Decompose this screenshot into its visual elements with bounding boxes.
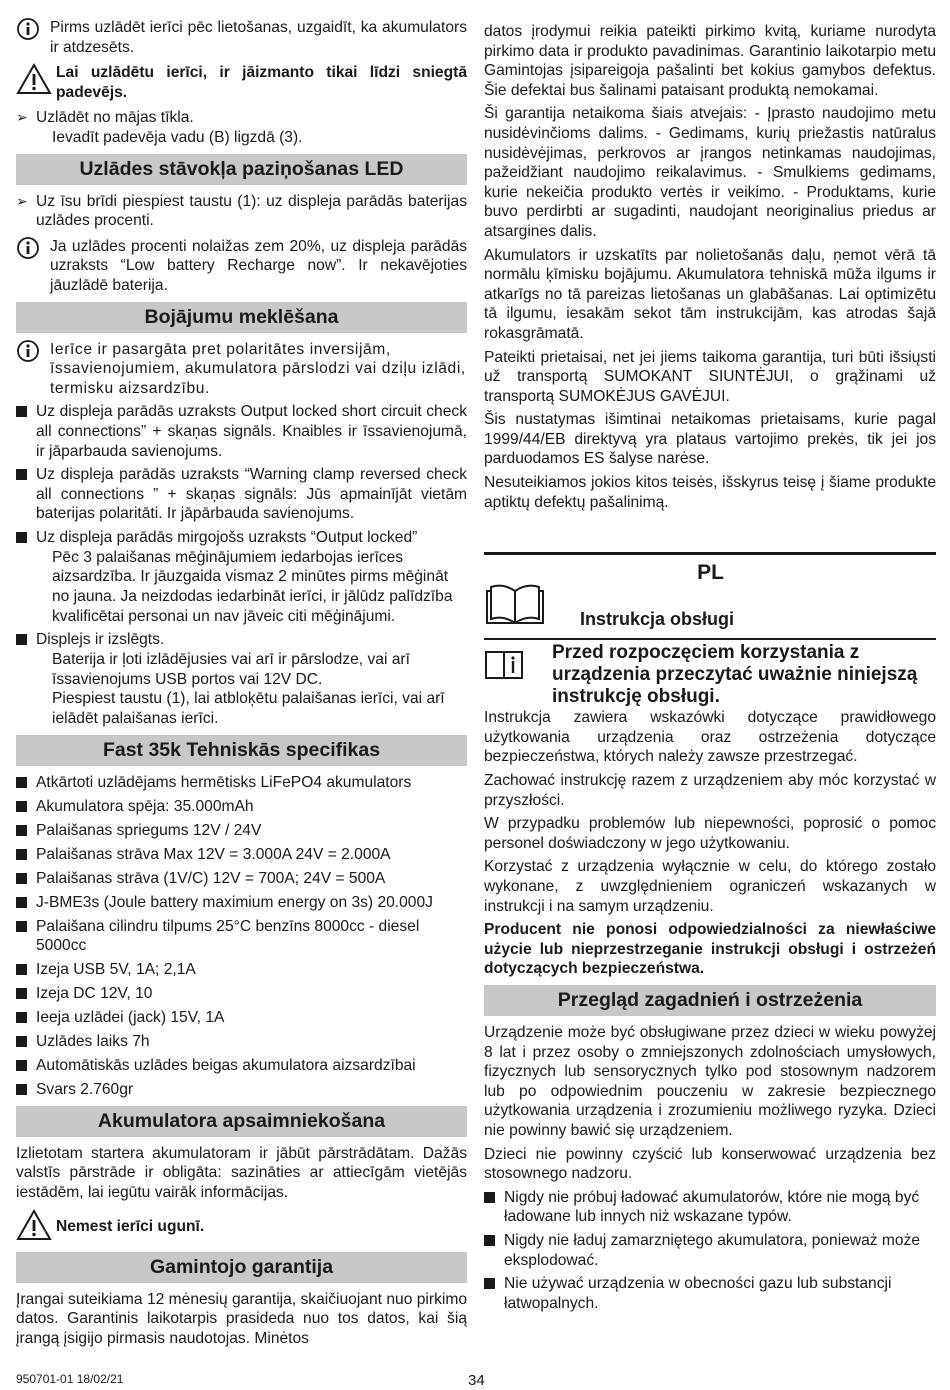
fault-item-body: Pēc 3 palaišanas mēģinājumiem iedarbojas ierīces aizsardzība. Ir jāuzgaida vismaz 2 minūtes pirms mēģināt no jauna. Ja neizdodas iedarbināt ierīci, ir jālūdz palīdzība kvalificētai personai un nav jāveic citi mēģinājumi. bbox=[52, 548, 453, 625]
pl-section bbox=[484, 552, 936, 1313]
charge-step-sub: Ievadīt padevēja vadu (B) ligzdā (3). bbox=[52, 128, 303, 146]
warning-fire-text: Nemest ierīci ugunī. bbox=[56, 1218, 205, 1236]
read-notice-text: Przed rozpoczęciem korzystania z urządzenia przeczytać uważnie niniejszą instrukcję obsługi. bbox=[552, 642, 918, 708]
square-bullet-icon bbox=[16, 630, 36, 650]
spec-item-text: Atkārtoti uzlādējams hermētisks LiFePO4 akumulators bbox=[36, 773, 412, 791]
spec-item bbox=[16, 1008, 467, 1028]
square-bullet-icon bbox=[16, 869, 36, 889]
square-bullet-icon bbox=[16, 845, 36, 865]
square-bullet-icon bbox=[16, 1008, 36, 1028]
charge-step-text: Uzlādēt no mājas tīkla. bbox=[36, 109, 194, 127]
square-bullet-icon bbox=[16, 893, 36, 913]
warranty-paragraph: Šis nustatymas išimtinai netaikomas prietaisams, kurie pagal 1999/44/EB direktyvą yra plataus vartojimo prekės, tik jei jos parduodamos ES šalyse narėse. bbox=[484, 411, 936, 468]
spec-item-text: Palaišanas strāva Max 12V = 3.000A 24V = 2.000A bbox=[36, 845, 391, 863]
square-bullet-icon bbox=[484, 1188, 504, 1208]
square-bullet-icon bbox=[16, 1032, 36, 1052]
spec-item bbox=[16, 917, 467, 956]
square-bullet-icon bbox=[16, 1056, 36, 1076]
led-step bbox=[16, 192, 467, 231]
heading-specifications: Fast 35k Tehniskās specifikas bbox=[16, 735, 467, 766]
info-note-protection bbox=[16, 340, 467, 399]
read-notice bbox=[484, 638, 936, 708]
square-bullet-icon bbox=[16, 773, 36, 793]
spec-item bbox=[16, 797, 467, 817]
led-step-text: Uz īsu brīdi piespiest taustu (1): uz displeja parādās baterijas uzlādes procenti. bbox=[36, 192, 467, 230]
square-bullet-icon bbox=[16, 402, 36, 422]
pl-paragraph: W przypadku problemów lub niepewności, poprosić o pomoc personel doświadczony w jego użytkowaniu. bbox=[484, 815, 936, 852]
fault-item-text: Uz displeja parādās uzraksts Output locked short circuit check all connections” + skaņas signāls. Knaibles ir īssavienojumā, ir jāparbauda savienojums. bbox=[36, 403, 467, 460]
spec-item-text: Palaišanas strāva (1V/C) 12V = 700A; 24V = 500A bbox=[36, 869, 386, 887]
info-icon bbox=[16, 18, 50, 47]
arrow-bullet-icon: ➢ bbox=[16, 192, 28, 209]
left-column bbox=[16, 18, 467, 1348]
info-note-low-battery bbox=[16, 237, 467, 296]
pl-paragraph: Urządzenie może być obsługiwane przez dzieci w wieku powyżej 8 lat i przez osoby o zmniejszonych zdolnościach umysłowych, fizycznych lub sensorycznych tylko pod stosownym nadzorem lub po odpowiednim pouczeniu w zakresie bezpiecznego użytkowania urządzenia i zrozumieniu możliwego ryzyka. Dzieci nie powinny bawić się urządzeniem. bbox=[484, 1023, 936, 1139]
manual-title-row bbox=[484, 583, 936, 632]
square-bullet-icon bbox=[16, 465, 36, 485]
pl-paragraph: Dzieci nie powinny czyścić lub konserwować urządzenia bez stosownego nadzoru. bbox=[484, 1145, 936, 1183]
warranty-paragraph: Ši garantija netaikoma šiais atvejais: - Įprasto naudojimo metu nusidėvinčioms dalims. - Gedimams, kurių priežastis natūralus nusidėvėjimas, perkrovos ar įrangos netinkamas naudojimas, pažeidžiant naudojimo reikalavimus. - Smulkiems gedimams, kurie nekeičia produkto vertės ir veikimo. - Produktams, kurie buvo perdirbti ar sugadinti, naudojant neoriginalius priedus ar atsargines dalis. bbox=[484, 105, 936, 240]
spec-item-text: Palaišanas spriegums 12V / 24V bbox=[36, 821, 262, 839]
square-bullet-icon bbox=[16, 1080, 36, 1100]
spec-item bbox=[16, 845, 467, 865]
warranty-paragraph: Akumulators ir uzskatīts par nolietošanās daļu, ņemot vērā tā normālu ķīmisku bojājumu. Akumulatora tehniskā mūža ilgums ir atkarīgs no tā pareizas lietošanas un glabāšanas. Lai optimizētu tā ilgumu, iesakām sekot tām instrukcijām, kas atrodas šajā rokasgrāmatā. bbox=[484, 246, 936, 342]
pl-bullet-item-text: Nigdy nie próbuj ładować akumulatorów, które nie mogą być ładowane lub innych niż wskazane typów. bbox=[504, 1188, 920, 1226]
spec-item-text: Akumulatora spēja: 35.000mAh bbox=[36, 797, 254, 815]
heading-battery-disposal: Akumulatora apsaimniekošana bbox=[16, 1106, 467, 1137]
warning-icon bbox=[16, 1209, 56, 1246]
charge-step bbox=[16, 108, 467, 128]
info-low-battery-text: Ja uzlādes procenti nolaižas zem 20%, uz displeja parādās uzraksts “Low battery Recharge now”. Ir nekavējoties jāuzlādē baterija. bbox=[50, 237, 467, 294]
square-bullet-icon bbox=[16, 960, 36, 980]
warning-icon bbox=[16, 63, 56, 100]
warning-fire bbox=[16, 1209, 467, 1246]
heading-led: Uzlādes stāvokļa paziņošanas LED bbox=[16, 154, 467, 185]
fault-item-text: Displejs ir izslēgts. bbox=[36, 631, 165, 649]
fault-item-text: Uz displeja parādās mirgojošs uzraksts “Output locked” bbox=[36, 528, 418, 546]
fault-item bbox=[16, 630, 467, 650]
fault-item bbox=[16, 402, 467, 461]
square-bullet-icon bbox=[484, 1231, 504, 1251]
spec-item bbox=[16, 869, 467, 889]
manual-book-icon bbox=[484, 583, 580, 632]
info-note-cooldown bbox=[16, 18, 467, 57]
fault-item bbox=[16, 465, 467, 524]
heading-overview: Przegląd zagadnień i ostrzeżenia bbox=[484, 985, 936, 1016]
pl-bullet-item-text: Nigdy nie ładuj zamarzniętego akumulatora, ponieważ może eksplodować. bbox=[504, 1231, 921, 1269]
info-icon bbox=[16, 340, 50, 369]
pl-bullet-item bbox=[484, 1274, 936, 1313]
pl-paragraph: Instrukcja zawiera wskazówki dotyczące prawidłowego użytkowania urządzenia oraz ostrzeżenia dotyczące bezpieczeństwa, których należy zawsze przestrzegać. bbox=[484, 709, 936, 766]
pl-bullet-list bbox=[484, 1188, 936, 1314]
spec-item-text: Palaišana cilindru tilpums 25°C benzīns 8000cc - diesel 5000cc bbox=[36, 917, 420, 955]
right-column bbox=[484, 22, 936, 1317]
pl-bullet-item bbox=[484, 1231, 936, 1270]
spec-item-text: J-BME3s (Joule battery maximium energy on 3s) 20.000J bbox=[36, 893, 433, 911]
spec-item-text: Uzlādes laiks 7h bbox=[36, 1032, 150, 1050]
fault-item-body: Piespiest taustu (1), lai atbloķētu palaišanas ierīci, vai arī ielādēt palaišanas ierīci. bbox=[52, 690, 445, 728]
square-bullet-icon bbox=[484, 1274, 504, 1294]
square-bullet-icon bbox=[16, 984, 36, 1004]
warning-charger-text: Lai uzlādētu ierīci, ir jāizmanto tikai līdzi sniegtā padevējs. bbox=[56, 64, 467, 101]
spec-item-text: Svars 2.760gr bbox=[36, 1080, 134, 1098]
heading-troubleshooting: Bojājumu meklēšana bbox=[16, 302, 467, 333]
spec-item bbox=[16, 821, 467, 841]
language-code: PL bbox=[697, 561, 724, 585]
spec-item-text: Automātiskās uzlādes beigas akumulatora aizsardzībai bbox=[36, 1056, 416, 1074]
square-bullet-icon bbox=[16, 797, 36, 817]
spec-list bbox=[16, 773, 467, 1100]
square-bullet-icon bbox=[16, 917, 36, 937]
square-bullet-icon bbox=[16, 821, 36, 841]
manual-title: Instrukcja obsługi bbox=[580, 609, 735, 630]
spec-item bbox=[16, 893, 467, 913]
read-manual-icon bbox=[484, 642, 552, 685]
fault-item-body: Baterija ir ļoti izlādējusies vai arī ir pārslodze, vai arī īssavienojums USB portos vai 12V DC. bbox=[52, 651, 410, 688]
pl-bullet-item bbox=[484, 1188, 936, 1227]
warranty-paragraph: Pateikti prietaisai, net jei jiems taikoma garantija, turi būti išsiųsti už transportą SUMOKANT SIUNTĖJUI, o grąžinami už transportą SUMOKĖJUS GAVĖJUI. bbox=[484, 348, 936, 405]
spec-item bbox=[16, 1080, 467, 1100]
document-code: 950701-01 18/02/21 bbox=[16, 1372, 124, 1386]
battery-disposal-text: Izlietotam startera akumulatoram ir jābūt pārstrādātam. Dažās valstīs pārstrāde ir obligāta: sazināties ar attiecīgām vietējās iestādēm, lai iegūtu vairāk informācijas. bbox=[16, 1144, 467, 1201]
warning-charger bbox=[16, 63, 467, 102]
info-icon bbox=[16, 237, 50, 266]
spec-item bbox=[16, 1056, 467, 1076]
spec-item bbox=[16, 1032, 467, 1052]
pl-bullet-item-text: Nie używać urządzenia w obecności gazu lub substancji łatwopalnych. bbox=[504, 1275, 892, 1312]
pl-paragraph: Zachować instrukcję razem z urządzeniem aby móc korzystać w przyszłości. bbox=[484, 772, 936, 809]
spec-item-text: Ieeja uzlādei (jack) 15V, 1A bbox=[36, 1008, 225, 1026]
spec-item-text: Izeja DC 12V, 10 bbox=[36, 984, 153, 1002]
info-cooldown-text: Pirms uzlādēt ierīci pēc lietošanas, uzgaidīt, ka akumulators ir atdzesēts. bbox=[50, 19, 467, 56]
heading-warranty: Gamintojo garantija bbox=[16, 1252, 467, 1283]
pl-liability-notice: Producent nie ponosi odpowiedzialności za niewłaściwe użycie lub nieprzestrzeganie instrukcji obsługi i ostrzeżeń dotyczących bezpieczeństwa. bbox=[484, 921, 936, 978]
info-protection-text: Ierīce ir pasargāta pret polaritātes inversijām, īssavienojumiem, akumulatora pārslodzi vai dziļu izlādi, termisku aizsardzību. bbox=[50, 340, 466, 397]
warranty-paragraph: datos įrodymui reikia pateikti pirkimo kvitą, kuriame nurodyta pirkimo data ir produkto pavadinimas. Garantinio laikotarpio metu Gamintojas įsipareigoja pašalinti bet kokius gamybos defektus. Šie defektai bus šalinami pataisant produktą nemokamai. bbox=[484, 23, 936, 99]
spec-item bbox=[16, 773, 467, 793]
fault-item bbox=[16, 528, 467, 548]
spec-item bbox=[16, 960, 467, 980]
spec-item-text: Izeja USB 5V, 1A; 2,1A bbox=[36, 960, 196, 978]
pl-paragraph: Korzystać z urządzenia wyłącznie w celu, do którego zostało wykonane, z uwzględnieniem ograniczeń wskazanych w instrukcji i na samym urządzeniu. bbox=[484, 858, 936, 915]
spec-item bbox=[16, 984, 467, 1004]
page-number: 34 bbox=[468, 1372, 485, 1389]
fault-item-text: Uz displeja parādās uzraksts “Warning clamp reversed check all connections ” + skaņas signāls: Jūs apmainījāt vietām baterijas polaritāti. Ir jāpārbauda savienojums. bbox=[36, 466, 467, 523]
warranty-paragraph: Nesuteikiamos jokios kitos teisės, išskyrus teisę į šiame produkte aptiktų defektų pašalinimą. bbox=[484, 474, 936, 511]
square-bullet-icon bbox=[16, 528, 36, 548]
warranty-text: Įrangai suteikiama 12 mėnesių garantija, skaičiuojant nuo pirkimo datos. Garantinis laikotarpis prasideda nuo tos datos, kai šią įrangą įsigijo pirmasis naudotojas. Minėtos bbox=[16, 1290, 467, 1347]
arrow-bullet-icon: ➢ bbox=[16, 109, 28, 126]
